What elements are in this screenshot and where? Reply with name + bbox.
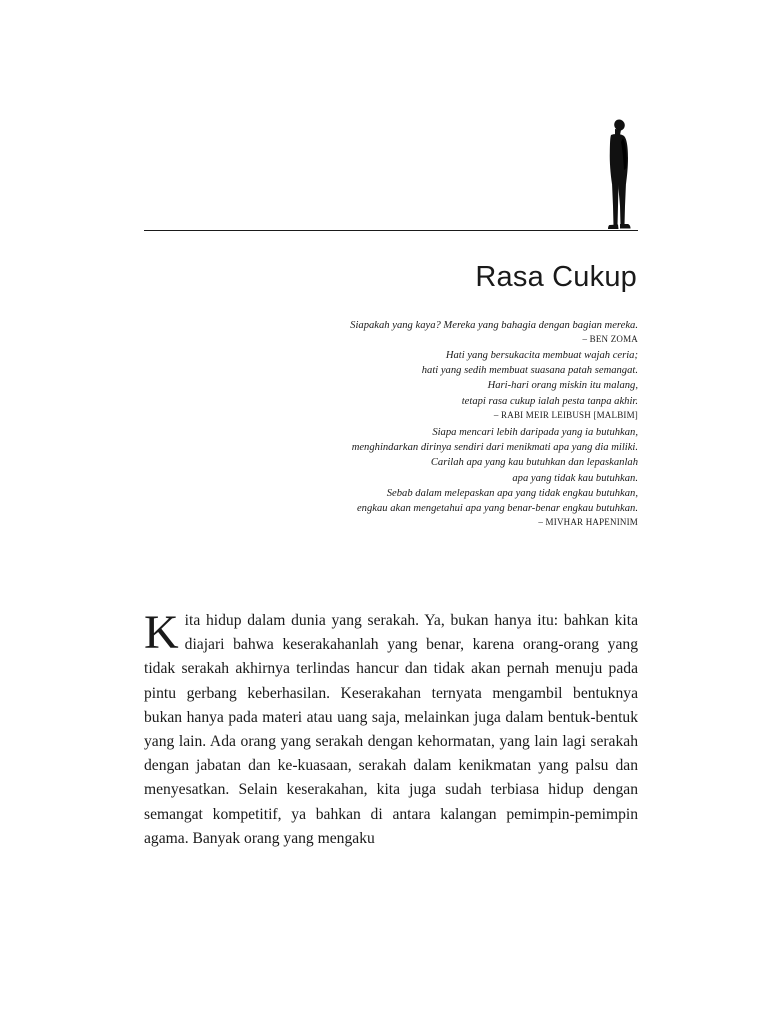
epigraph-line: Siapa mencari lebih daripada yang ia butuhkan, <box>432 427 638 438</box>
epigraph-line: apa yang tidak kau butuhkan. <box>512 472 638 484</box>
epigraph-line: hati yang sedih membuat suasana patah semangat. <box>421 365 638 377</box>
epigraph-line: menghindarkan dirinya sendiri dari menikmati apa yang dia miliki. <box>351 442 638 454</box>
body-text: ita hidup dalam dunia yang serakah. Ya, bukan hanya itu: bahkan kita diajari bahwa keserakahanlah yang benar, karena orang-orang yang tidak serakah akhirnya terlindas hancur dan tidak akan pernah menuju pada pintu gerbang keberhasilan. Keserakahan ternyata mengambil bentuknya bukan hanya pada materi atau uang saja, melainkan juga dalam bentuk-bentuk yang lain. Ada orang yang serakah dengan kehormatan, yang lain lagi serakah dengan jabatan dan ke-kuasaan, serakah dalam kenikmatan yang palsu dan menyesatkan. Selain keserakahan, kita juga sudah terbiasa hidup dengan semangat kompetitif, ya bahkan di antara kalangan pemimpin-pemimpin agama. Banyak orang yang mengaku <box>144 612 638 847</box>
epigraph-line: Hari-hari orang miskin itu malang, <box>487 380 638 392</box>
epigraph-line: Siapakah yang kaya? Mereka yang bahagia dengan bagian mereka. <box>350 320 638 331</box>
epigraph-line: Sebab dalam melepaskan apa yang tidak engkau butuhkan, <box>386 487 638 499</box>
epigraph-malbim <box>218 348 638 421</box>
epigraph-line: tetapi rasa cukup ialah pesta tanpa akhir. <box>461 395 638 407</box>
body-paragraph <box>144 606 638 851</box>
chapter-title: Rasa Cukup <box>475 261 637 293</box>
epigraph-attribution: – BEN ZOMA <box>582 334 638 345</box>
chapter-rule <box>144 230 638 231</box>
epigraph-attribution: – RABI MEIR LEIBUSH [MALBIM] <box>493 409 638 420</box>
standing-man-silhouette-icon <box>600 118 640 232</box>
epigraph-mivhar-hapeninim <box>218 425 638 528</box>
epigraph-line: engkau akan mengetahui apa yang benar-benar engkau butuhkan. <box>356 503 638 515</box>
epigraph-line: Hati yang bersukacita membuat wajah ceria; <box>445 350 638 361</box>
epigraph-line: Carilah apa yang kau butuhkan dan lepaskanlah <box>430 457 638 469</box>
epigraph-attribution: – MIVHAR HAPENINIM <box>538 517 638 528</box>
epigraph-ben-zoma <box>218 318 638 345</box>
drop-cap: K <box>144 606 179 659</box>
